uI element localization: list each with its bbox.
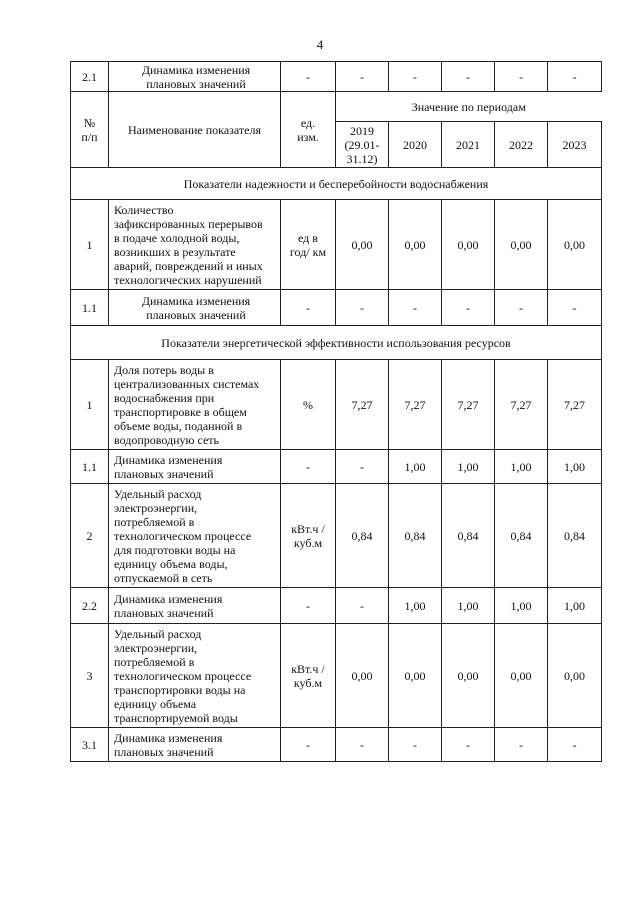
- header-number: № п/п: [71, 92, 109, 168]
- header-year: 2022: [495, 122, 548, 168]
- unit-cell: -: [281, 588, 336, 624]
- indicator-name: Динамика изменения плановых значений: [109, 290, 281, 326]
- unit-cell: -: [281, 450, 336, 484]
- section-title-row: [71, 168, 602, 200]
- value-cell: 1,00: [548, 588, 602, 624]
- unit-cell: ед в год/ км: [281, 200, 336, 290]
- table-row: [71, 484, 602, 588]
- table-row: [71, 588, 602, 624]
- table-row: [71, 62, 602, 92]
- value-cell: -: [336, 62, 389, 92]
- row-number: 1: [71, 360, 109, 450]
- value-cell: -: [548, 728, 602, 762]
- unit-cell: -: [281, 728, 336, 762]
- value-cell: 0,84: [442, 484, 495, 588]
- value-cell: 0,84: [548, 484, 602, 588]
- indicator-name: Доля потерь воды в централизованных системах водоснабжения при транспортировке в общем объеме воды, поданной в водопроводную сеть: [109, 360, 281, 450]
- header-year: 2020: [389, 122, 442, 168]
- value-cell: 0,00: [548, 624, 602, 728]
- header-year: 2019 (29.01- 31.12): [336, 122, 389, 168]
- table-row: [71, 360, 602, 450]
- header-unit: ед. изм.: [281, 92, 336, 168]
- header-row: [71, 92, 602, 122]
- value-cell: -: [548, 290, 602, 326]
- value-cell: -: [442, 728, 495, 762]
- value-cell: 0,00: [442, 624, 495, 728]
- value-cell: 0,84: [336, 484, 389, 588]
- value-cell: -: [389, 290, 442, 326]
- unit-cell: кВт.ч / куб.м: [281, 624, 336, 728]
- header-year: 2023: [548, 122, 602, 168]
- value-cell: -: [442, 290, 495, 326]
- unit-cell: -: [281, 62, 336, 92]
- row-number: 3.1: [71, 728, 109, 762]
- indicator-name: Динамика изменения плановых значений: [109, 450, 281, 484]
- indicator-name: Динамика изменения плановых значений: [109, 588, 281, 624]
- indicator-name: Динамика изменения плановых значений: [109, 62, 281, 92]
- value-cell: 0,00: [336, 200, 389, 290]
- row-number: 2.1: [71, 62, 109, 92]
- value-cell: -: [495, 728, 548, 762]
- indicator-name: Удельный расход электроэнергии, потребляемой в технологическом процессе для подготовки воды на единицу объема воды, отпускаемой в сеть: [109, 484, 281, 588]
- value-cell: 0,84: [495, 484, 548, 588]
- value-cell: -: [336, 728, 389, 762]
- row-number: 2: [71, 484, 109, 588]
- value-cell: 0,00: [389, 200, 442, 290]
- value-cell: 0,00: [548, 200, 602, 290]
- value-cell: 0,00: [495, 200, 548, 290]
- table-row: [71, 200, 602, 290]
- section-title: Показатели энергетической эффективности использования ресурсов: [71, 326, 602, 360]
- section-title-row: [71, 326, 602, 360]
- value-cell: -: [548, 62, 602, 92]
- value-cell: 1,00: [389, 450, 442, 484]
- value-cell: -: [442, 62, 495, 92]
- value-cell: -: [495, 62, 548, 92]
- value-cell: -: [389, 728, 442, 762]
- table-row: [71, 624, 602, 728]
- value-cell: 0,00: [495, 624, 548, 728]
- row-number: 1.1: [71, 450, 109, 484]
- value-cell: 1,00: [495, 450, 548, 484]
- value-cell: 7,27: [495, 360, 548, 450]
- value-cell: 1,00: [548, 450, 602, 484]
- header-year: 2021: [442, 122, 495, 168]
- unit-cell: кВт.ч / куб.м: [281, 484, 336, 588]
- indicator-name: Удельный расход электроэнергии, потребляемой в технологическом процессе транспортировки воды на единицу объема транспортируемой воды: [109, 624, 281, 728]
- indicators-table: [70, 61, 602, 762]
- row-number: 1: [71, 200, 109, 290]
- value-cell: -: [336, 588, 389, 624]
- section-title: Показатели надежности и бесперебойности водоснабжения: [71, 168, 602, 200]
- table-row: [71, 728, 602, 762]
- value-cell: 7,27: [442, 360, 495, 450]
- header-name: Наименование показателя: [109, 92, 281, 168]
- value-cell: -: [336, 290, 389, 326]
- value-cell: 0,00: [442, 200, 495, 290]
- value-cell: 0,84: [389, 484, 442, 588]
- value-cell: 1,00: [442, 588, 495, 624]
- value-cell: 7,27: [336, 360, 389, 450]
- table-row: [71, 450, 602, 484]
- value-cell: -: [389, 62, 442, 92]
- header-periods-title: Значение по периодам: [336, 92, 602, 122]
- value-cell: -: [495, 290, 548, 326]
- value-cell: 1,00: [389, 588, 442, 624]
- page-number: 4: [316, 37, 324, 52]
- table-row: [71, 290, 602, 326]
- value-cell: -: [336, 450, 389, 484]
- row-number: 1.1: [71, 290, 109, 326]
- unit-cell: %: [281, 360, 336, 450]
- indicator-name: Количество зафиксированных перерывов в подаче холодной воды, возникших в результате аварий, повреждений и иных технологических нарушений: [109, 200, 281, 290]
- unit-cell: -: [281, 290, 336, 326]
- row-number: 3: [71, 624, 109, 728]
- value-cell: 1,00: [495, 588, 548, 624]
- value-cell: 0,00: [389, 624, 442, 728]
- value-cell: 1,00: [442, 450, 495, 484]
- row-number: 2.2: [71, 588, 109, 624]
- value-cell: 0,00: [336, 624, 389, 728]
- value-cell: 7,27: [548, 360, 602, 450]
- value-cell: 7,27: [389, 360, 442, 450]
- indicator-name: Динамика изменения плановых значений: [109, 728, 281, 762]
